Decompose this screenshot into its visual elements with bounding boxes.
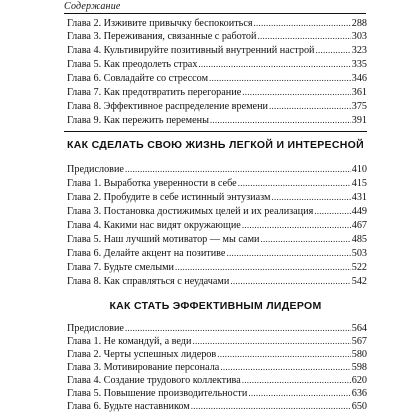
toc-entry-page: 485	[351, 234, 367, 245]
toc-leader	[191, 400, 351, 413]
toc-entry[interactable]	[67, 114, 367, 127]
toc-entry[interactable]	[67, 58, 367, 71]
toc-entry-title: Глава 3. Переживания, связанные с работой	[67, 31, 257, 42]
toc-entry[interactable]	[67, 163, 367, 176]
toc-entry-page: 636	[351, 388, 367, 399]
toc-entry-title: Глава 7. Будьте смелыми	[67, 262, 174, 273]
toc-entry-page: 335	[351, 59, 367, 70]
toc-leader	[192, 335, 350, 348]
toc-entry[interactable]	[67, 233, 367, 246]
toc-entry-page: 288	[351, 18, 367, 29]
toc-entry[interactable]	[67, 191, 367, 204]
toc-leader	[210, 114, 351, 127]
toc-entry-title: Глава 2. Пробудите в себе истинный энтузиазм	[67, 192, 271, 203]
toc-leader	[230, 275, 350, 288]
toc-entry-title: Глава 8. Как справляться с неудачами	[67, 276, 230, 287]
toc-entry-page: 303	[351, 31, 367, 42]
toc-leader	[175, 261, 351, 274]
toc-leader	[220, 361, 350, 374]
toc-entry-title: Глава 4. Создание трудового коллектива	[67, 375, 241, 386]
toc-entry-page: 467	[351, 220, 367, 231]
toc-entry[interactable]	[67, 387, 367, 400]
toc-entry-page: 522	[351, 262, 367, 273]
toc-entry-title: Глава 2. Черты успешных лидеров	[67, 349, 217, 360]
toc-entry-page: 542	[351, 276, 367, 287]
toc-entry-title: Предисловие	[67, 323, 124, 334]
toc-entry-title: Глава 9. Как пережить перемены	[67, 115, 209, 126]
toc-entry-page: 391	[351, 115, 367, 126]
toc-entry-page: 415	[351, 178, 367, 189]
toc-entry-page: 410	[351, 164, 367, 175]
toc-entry-page: 323	[351, 45, 367, 56]
toc-entry-page: 598	[351, 362, 367, 373]
toc-entry[interactable]	[67, 86, 367, 99]
toc-entry-title: Глава 5. Наш лучший мотиватор — мы сами	[67, 234, 260, 245]
toc-entry-title: Глава 6. Будьте наставником	[67, 401, 190, 412]
toc-entry[interactable]	[67, 205, 367, 218]
toc-entry-title: Глава 7. Как предотвратить перегорание	[67, 87, 242, 98]
toc-leader	[217, 348, 351, 361]
section-divider	[64, 131, 367, 132]
toc-entry-title: Глава 1. Не командуй, а веди	[67, 336, 192, 347]
toc-leader	[238, 177, 351, 190]
toc-entry[interactable]	[67, 17, 367, 30]
toc-entry[interactable]	[67, 361, 367, 374]
toc-entry-page: 375	[351, 101, 367, 112]
toc-leader	[209, 72, 351, 85]
toc-entry-title: Глава 6. Совладайте со стрессом	[67, 73, 209, 84]
toc-entry-page: 564	[351, 323, 367, 334]
toc-entry-page: 449	[351, 206, 367, 217]
toc-entry[interactable]	[67, 44, 367, 57]
toc-entry-title: Глава 5. Как преодолеть страх	[67, 59, 198, 70]
toc-entry-page: 431	[351, 192, 367, 203]
toc-entry-page: 346	[351, 73, 367, 84]
toc-entry-title: Глава 1. Выработка уверенности в себе	[67, 178, 237, 189]
toc-leader	[125, 322, 351, 335]
toc-entry-title: Глава 5. Повышение производительности	[67, 388, 248, 399]
toc-entry[interactable]	[67, 261, 367, 274]
toc-leader	[242, 219, 351, 232]
toc-entry-title: Глава 6. Делайте акцент на позитиве	[67, 248, 226, 259]
toc-entry-page: 361	[351, 87, 367, 98]
toc-entry-title: Глава 2. Изживите привычку беспокоиться	[67, 18, 253, 29]
toc-entry[interactable]	[67, 177, 367, 190]
header-rule	[64, 13, 366, 14]
toc-leader	[242, 374, 351, 387]
toc-leader	[271, 191, 350, 204]
toc-entry-title: Глава 4. Культивируйте позитивный внутренний настрой	[67, 45, 315, 56]
toc-entry[interactable]	[67, 322, 367, 335]
toc-entry[interactable]	[67, 219, 367, 232]
section-heading: КАК СДЕЛАТЬ СВОЮ ЖИЗНЬ ЛЕГКОЙ И ИНТЕРЕСНОЙ	[67, 139, 364, 151]
toc-entry[interactable]	[67, 100, 367, 113]
toc-leader	[242, 86, 350, 99]
section-heading: КАК СТАТЬ ЭФФЕКТИВНЫМ ЛИДЕРОМ	[109, 300, 322, 312]
toc-entry[interactable]	[67, 275, 367, 288]
toc-leader	[269, 100, 351, 113]
toc-entry-title: Глава 3. Постановка достижимых целей и их реализация	[67, 206, 314, 217]
toc-entry[interactable]	[67, 30, 367, 43]
toc-leader	[254, 17, 351, 30]
toc-entry[interactable]	[67, 348, 367, 361]
toc-entry-page: 567	[351, 336, 367, 347]
toc-leader	[257, 30, 350, 43]
toc-entry-title: Предисловие	[67, 164, 124, 175]
toc-leader	[260, 233, 350, 246]
toc-leader	[316, 44, 351, 57]
toc-entry-title: Глава 4. Какими нас видят окружающие	[67, 220, 241, 231]
toc-leader	[198, 58, 350, 71]
toc-entry[interactable]	[67, 247, 367, 260]
toc-entry[interactable]	[67, 374, 367, 387]
toc-entry-page: 580	[351, 349, 367, 360]
toc-leader	[226, 247, 350, 260]
toc-entry-title: Глава 3. Мотивирование персонала	[67, 362, 220, 373]
toc-entry-page: 620	[351, 375, 367, 386]
toc-entry[interactable]	[67, 335, 367, 348]
toc-entry[interactable]	[67, 72, 367, 85]
toc-leader	[248, 387, 350, 400]
toc-entry[interactable]	[67, 400, 367, 413]
toc-entry-page: 650	[351, 401, 367, 412]
toc-entry-page: 503	[351, 248, 367, 259]
toc-entry-title: Глава 8. Эффективное распределение времени	[67, 101, 268, 112]
running-head: Содержание	[64, 1, 121, 12]
toc-leader	[314, 205, 350, 218]
toc-leader	[125, 163, 351, 176]
